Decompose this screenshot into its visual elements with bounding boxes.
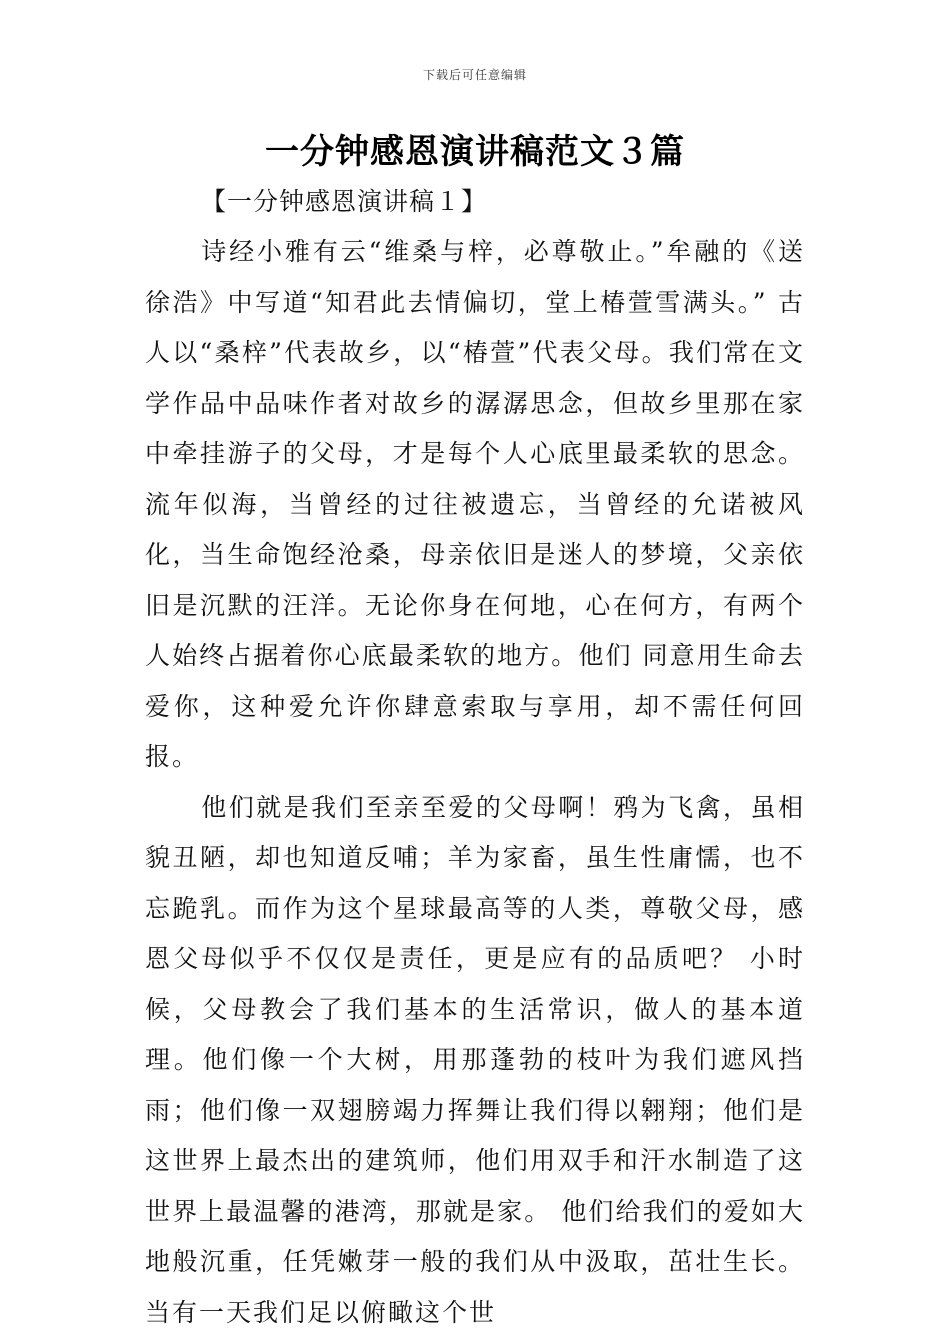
paragraph-2: 他们就是我们至亲至爱的父母啊！鸦为飞禽，虽相貌丑陋，却也知道反哺；羊为家畜，虽生性庸懦，也不忘跪乳。而作为这个星球最高等的人类，尊敬父母，感恩父母似乎不仅仅是责任，更是应有的品质吧？ 小时候，父母教会了我们基本的生活常识，做人的基本道理。他们像一个大树，用那蓬勃的枝叶为我们遮风挡雨；他们像一双翅膀竭力挥舞让我们得以翱翔；他们是这世界上最杰出的建筑师，他们用双手和汗水制造了这世界上最温馨的港湾，那就是家。 他们给我们的爱如大地般沉重，任凭嫩芽一般的我们从中汲取，茁壮生长。当有一天我们足以俯瞰这个世	[145, 792, 805, 1327]
header-note: 下载后可任意编辑	[422, 68, 527, 82]
paragraph-1: 诗经小雅有云“维桑与梓，必尊敬止。”牟融的《送徐浩》中写道“知君此去情偏切，堂上椿萱雪满头。” 古人以“桑梓”代表故乡，以“椿萱”代表父母。我们常在文学作品中品味作者对故乡的潺潺思念，但故乡里那在家中牵挂游子的父母，才是每个人心底里最柔软的思念。流年似海，当曾经的过往被遗忘，当曾经的允诺被风化，当生命饱经沧桑，母亲依旧是迷人的梦境，父亲依旧是沉默的汪洋。无论你身在何地，心在何方，有两个人始终占据着你心底最柔软的地方。他们 同意用生命去爱你，这种爱允许你肆意索取与享用，却不需任何回报。	[145, 237, 805, 771]
section-heading: 【一分钟感恩演讲稿１】	[201, 187, 488, 216]
document-title: 一分钟感恩演讲稿范文３篇	[265, 132, 685, 172]
document-body	[145, 177, 805, 1338]
